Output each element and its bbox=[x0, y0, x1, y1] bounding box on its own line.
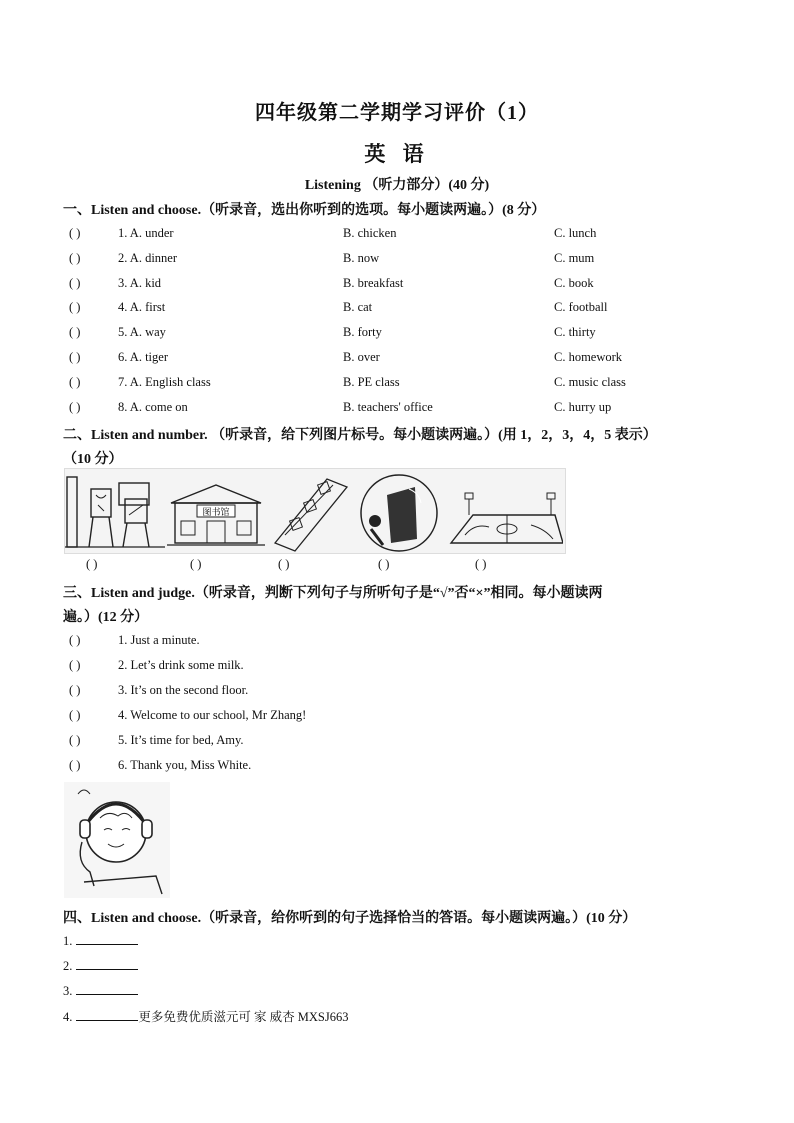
judge-sentence: 3. It’s on the second floor. bbox=[118, 683, 249, 697]
option-a: 2. A. dinner bbox=[118, 250, 178, 265]
choice-row bbox=[63, 226, 743, 246]
option-a: 8. A. come on bbox=[118, 399, 188, 414]
choice-row bbox=[63, 276, 743, 296]
option-b: B. teachers' office bbox=[343, 399, 433, 414]
option-b: B. over bbox=[343, 350, 380, 364]
option-a: 4. A. first bbox=[118, 300, 166, 315]
answer-paren[interactable]: ( ) bbox=[69, 708, 81, 722]
section4-item-1: 1. bbox=[63, 933, 138, 949]
judge-sentence: 5. It’s time for bed, Amy. bbox=[118, 733, 244, 747]
answer-paren[interactable]: ( ) bbox=[69, 226, 81, 240]
computer-room-picture bbox=[269, 469, 351, 553]
section3-heading-cont: 遍。）(12 分） bbox=[63, 610, 149, 625]
judge-row bbox=[63, 633, 743, 653]
choice-row bbox=[63, 400, 743, 420]
judge-row bbox=[63, 733, 743, 753]
answer-blank[interactable] bbox=[76, 958, 138, 970]
answer-paren[interactable]: ( ) bbox=[69, 374, 81, 389]
library-picture bbox=[167, 469, 265, 553]
option-a: 5. A. way bbox=[118, 325, 166, 340]
option-c: C. thirty bbox=[554, 325, 596, 340]
answer-paren[interactable]: ( ) bbox=[69, 658, 81, 672]
answer-paren[interactable]: ( ) bbox=[69, 683, 81, 697]
judge-sentence: 1. Just a minute. bbox=[118, 633, 200, 647]
option-b: B. cat bbox=[343, 300, 373, 315]
art-room-picture bbox=[65, 469, 165, 553]
listening-part-title: Listening （听力部分）(40 分) bbox=[304, 178, 490, 193]
section4-item-3: 3. bbox=[63, 983, 138, 999]
option-a: 7. A. English class bbox=[118, 374, 211, 389]
section2-answer-3[interactable]: ( ) bbox=[278, 557, 290, 571]
option-c: C. book bbox=[554, 275, 594, 290]
section1-heading: 一、Listen and choose.（听录音，选出你听到的选项。每小题读两遍。）(8 分） bbox=[63, 203, 546, 218]
subject-title: 英 语 bbox=[364, 142, 430, 166]
choice-row bbox=[63, 375, 743, 395]
answer-paren[interactable]: ( ) bbox=[69, 300, 81, 315]
section3-heading: 三、Listen and judge.（听录音，判断下列句子与所听句子是“√”否“×”相同。每小题读两 bbox=[63, 586, 603, 601]
judge-row bbox=[63, 658, 743, 678]
option-c: C. hurry up bbox=[554, 399, 612, 414]
judge-row bbox=[63, 683, 743, 703]
option-c: C. mum bbox=[554, 250, 595, 265]
option-c: C. homework bbox=[554, 350, 623, 364]
boy-listening-picture bbox=[64, 782, 170, 898]
section2-answer-2[interactable]: ( ) bbox=[190, 557, 202, 571]
option-a: 1. A. under bbox=[118, 226, 174, 240]
library-sign-text: 图书馆 bbox=[202, 508, 230, 518]
choice-row bbox=[63, 350, 743, 370]
section2-answer-4[interactable]: ( ) bbox=[378, 557, 390, 571]
music-room-picture bbox=[357, 469, 441, 553]
option-c: C. music class bbox=[554, 374, 626, 389]
option-a: 3. A. kid bbox=[118, 275, 162, 290]
choice-row bbox=[63, 251, 743, 271]
gym-picture bbox=[443, 469, 563, 553]
option-b: B. breakfast bbox=[343, 275, 404, 290]
option-a: 6. A. tiger bbox=[118, 350, 168, 364]
section4-item-4: 4. 更多免费优质滋元可 家 威杏 MXSJ663 bbox=[63, 1010, 349, 1024]
section2-heading: 二、Listen and number. （听录音，给下列图片标号。每小题读两遍。）(用 1，2，3，4，5 表示） bbox=[63, 428, 657, 443]
option-b: B. chicken bbox=[343, 226, 397, 240]
judge-sentence: 2. Let’s drink some milk. bbox=[118, 658, 244, 672]
page-title: 四年级第二学期学习评价（1） bbox=[255, 102, 539, 124]
answer-paren[interactable]: ( ) bbox=[69, 758, 81, 772]
section4-item-2: 2. bbox=[63, 958, 138, 974]
section2-answer-1[interactable]: ( ) bbox=[86, 557, 98, 571]
option-c: C. football bbox=[554, 300, 608, 315]
answer-blank[interactable] bbox=[76, 983, 138, 995]
section2-answer-5[interactable]: ( ) bbox=[475, 557, 487, 571]
footer-note: 更多免费优质滋元可 家 威杏 MXSJ663 bbox=[138, 1010, 349, 1024]
answer-paren[interactable]: ( ) bbox=[69, 325, 81, 340]
answer-paren[interactable]: ( ) bbox=[69, 275, 81, 290]
choice-row bbox=[63, 300, 743, 320]
answer-paren[interactable]: ( ) bbox=[69, 350, 81, 364]
option-b: B. PE class bbox=[343, 374, 400, 389]
option-c: C. lunch bbox=[554, 226, 597, 240]
section4-heading: 四、Listen and choose.（听录音，给你听到的句子选择恰当的答语。每小题读两遍。）(10 分） bbox=[63, 911, 637, 926]
section2-picture-strip bbox=[64, 468, 566, 554]
option-b: B. now bbox=[343, 250, 380, 265]
judge-sentence: 4. Welcome to our school, Mr Zhang! bbox=[118, 708, 307, 722]
answer-blank[interactable] bbox=[76, 1009, 138, 1021]
answer-blank[interactable] bbox=[76, 933, 138, 945]
answer-paren[interactable]: ( ) bbox=[69, 250, 81, 265]
section2-heading-cont: （10 分） bbox=[63, 452, 123, 467]
judge-row bbox=[63, 758, 743, 778]
option-b: B. forty bbox=[343, 325, 382, 340]
answer-paren[interactable]: ( ) bbox=[69, 733, 81, 747]
choice-row bbox=[63, 325, 743, 345]
answer-paren[interactable]: ( ) bbox=[69, 399, 81, 414]
judge-row bbox=[63, 708, 743, 728]
answer-paren[interactable]: ( ) bbox=[69, 633, 81, 647]
judge-sentence: 6. Thank you, Miss White. bbox=[118, 758, 252, 772]
